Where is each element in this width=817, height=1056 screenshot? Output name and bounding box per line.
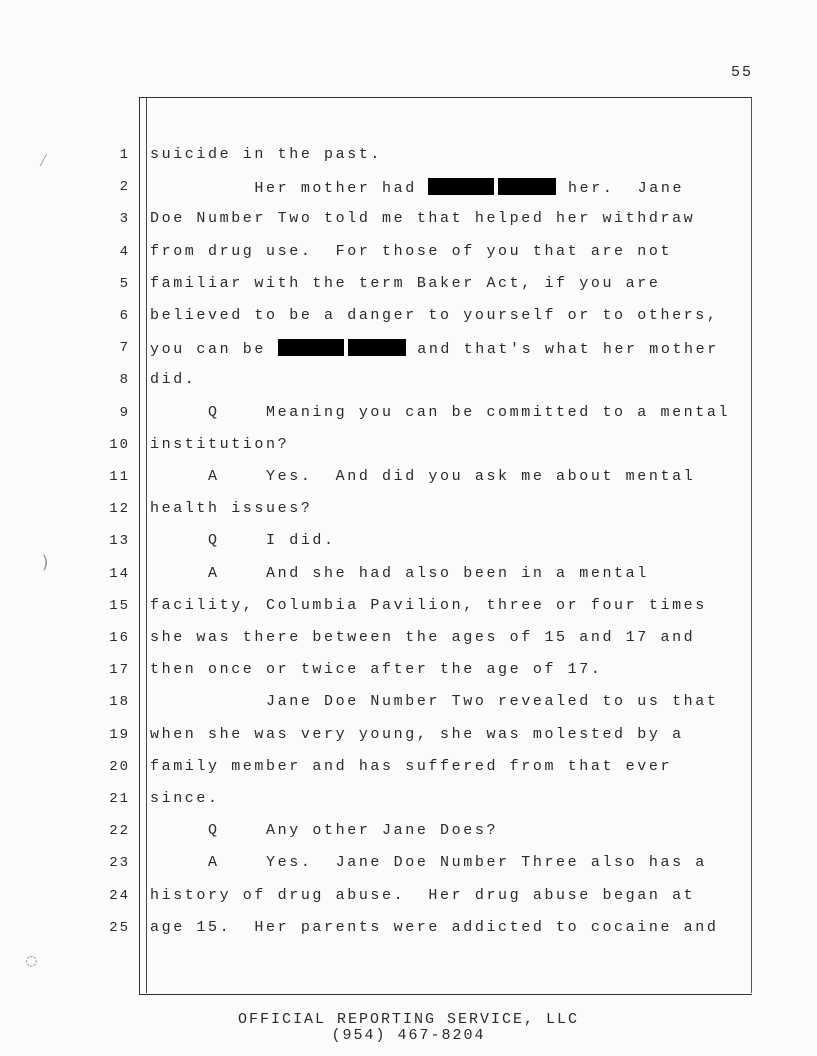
scan-mark: ◌ [26,950,37,971]
line-number: 24 [109,888,130,904]
line-text: facility, Columbia Pavilion, three or four times [150,597,707,614]
line-text: from drug use. For those of you that are not [150,243,673,260]
page-number: 55 [731,64,754,81]
line-number: 6 [119,308,130,324]
line-text [150,339,719,358]
line-text: then once or twice after the age of 17. [150,661,603,678]
line-text: A Yes. Jane Doe Number Three also has a [150,854,707,871]
line-text: age 15. Her parents were addicted to cocaine and [150,919,719,936]
line-number: 1 [119,147,130,163]
line-number: 23 [109,855,130,871]
line-text: when she was very young, she was molested by a [150,726,684,743]
line-number: 12 [109,501,130,517]
reporter-company: OFFICIAL REPORTING SERVICE, LLC [237,1011,580,1028]
line-number: 18 [109,694,130,710]
line-text-before-redaction: Her mother had [150,180,429,197]
line-number: 21 [109,791,130,807]
line-text: family member and has suffered from that ever [150,758,673,775]
line-text: history of drug abuse. Her drug abuse began at [150,887,696,904]
line-number: 16 [109,630,130,646]
redaction-block [428,180,556,197]
line-text: Jane Doe Number Two revealed to us that [150,693,719,710]
line-number: 19 [109,727,130,743]
frame-right-edge [751,97,752,993]
line-text: believed to be a danger to yourself or to others, [150,307,719,324]
line-number: 7 [119,340,130,356]
line-number: 15 [109,598,130,614]
line-text [150,178,684,197]
line-number: 3 [119,211,130,227]
line-text: familiar with the term Baker Act, if you are [150,275,661,292]
line-number: 9 [119,405,130,421]
line-text: Q I did. [150,532,336,549]
line-text-after-redaction: and that's what her mother [405,341,719,358]
line-text: she was there between the ages of 15 and 17 and [150,629,696,646]
line-text-after-redaction: her. Jane [556,180,685,197]
line-text: Q Meaning you can be committed to a mental [150,404,731,421]
scan-mark: ) [40,552,51,573]
line-number: 5 [119,276,130,292]
line-text: A Yes. And did you ask me about mental [150,468,696,485]
line-number: 11 [109,469,130,485]
line-text: suicide in the past. [150,146,383,163]
scan-mark: ⁄ [38,150,49,171]
line-text: health issues? [150,500,313,517]
line-text: institution? [150,436,290,453]
line-number: 13 [109,533,130,549]
line-text: Q Any other Jane Does? [150,822,499,839]
line-text: Doe Number Two told me that helped her withdraw [150,210,696,227]
line-number: 22 [109,823,130,839]
line-text: did. [150,371,197,388]
line-number: 14 [109,566,130,582]
line-number: 10 [109,437,130,453]
line-number: 20 [109,759,130,775]
redaction-block [278,341,406,358]
line-number: 8 [119,372,130,388]
line-number: 17 [109,662,130,678]
line-number: 2 [119,179,130,195]
line-text: A And she had also been in a mental [150,565,649,582]
line-number: 25 [109,920,130,936]
line-number: 4 [119,244,130,260]
line-text-before-redaction: you can be [150,341,278,358]
reporter-phone: (954) 467-8204 [331,1027,486,1044]
margin-line [146,97,147,993]
line-text: since. [150,790,220,807]
